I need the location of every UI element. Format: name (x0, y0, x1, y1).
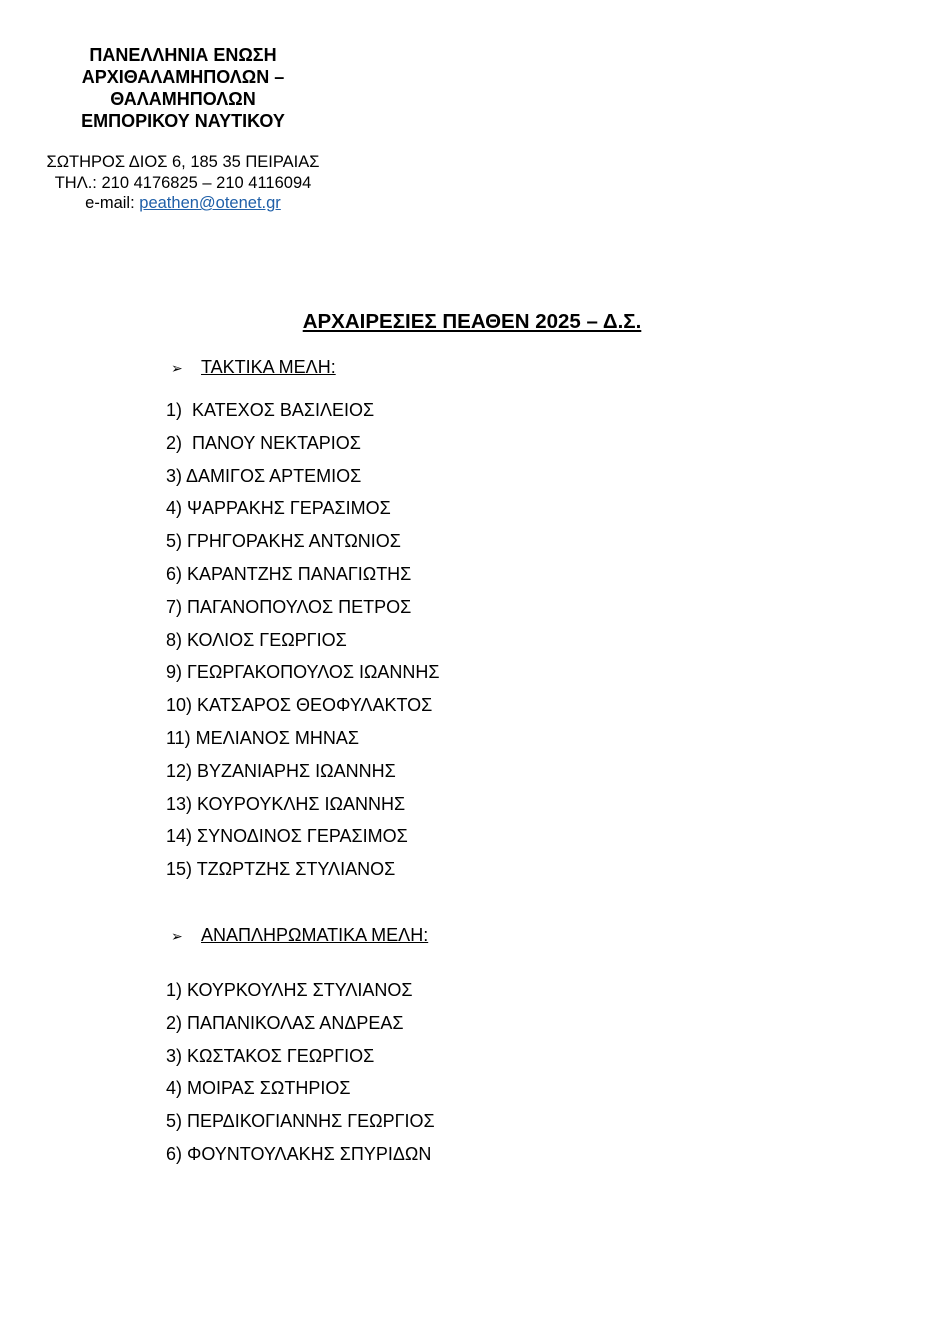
member-item: 12) ΒΥΖΑΝΙΑΡΗΣ ΙΩΑΝΝΗΣ (166, 760, 396, 781)
contact-info (28, 152, 338, 214)
alternate-members-list (166, 979, 435, 1176)
member-item: 13) ΚΟΥΡΟΥΚΛΗΣ ΙΩΑΝΝΗΣ (166, 793, 406, 814)
member-item: 1) ΚΟΥΡΚΟΥΛΗΣ ΣΤΥΛΙΑΝΟΣ (166, 980, 413, 1000)
member-item: 5) ΠΕΡΔΙΚΟΓΙΑΝΝΗΣ ΓΕΩΡΓΙΟΣ (166, 1111, 435, 1132)
member-item: 3) ΔΑΜΙΓΟΣ ΑΡΤΕΜΙΟΣ (166, 465, 362, 486)
member-item: 15) ΤΖΩΡΤΖΗΣ ΣΤΥΛΙΑΝΟΣ (166, 859, 396, 880)
member-item: 3) ΚΩΣΤΑΚΟΣ ΓΕΩΡΓΙΟΣ (166, 1045, 375, 1066)
arrow-bullet-icon: ➢ (171, 928, 183, 944)
email-line (28, 193, 338, 214)
member-item: 9) ΓΕΩΡΓΑΚΟΠΟΥΛΟΣ ΙΩΑΝΝΗΣ (166, 662, 440, 683)
member-item: 6) ΦΟΥΝΤΟΥΛΑΚΗΣ ΣΠΥΡΙΔΩΝ (166, 1143, 432, 1164)
arrow-bullet-icon: ➢ (171, 360, 183, 376)
organization-name-line: ΠΑΝΕΛΛΗΝΙΑ ΕΝΩΣΗ (89, 45, 277, 65)
phone: ΤΗΛ.: 210 4176825 – 210 4116094 (54, 173, 312, 192)
regular-members-label: ΤΑΚΤΙΚΑ ΜΕΛΗ: (201, 357, 336, 377)
member-item: 5) ΓΡΗΓΟΡΑΚΗΣ ΑΝΤΩΝΙΟΣ (166, 531, 401, 552)
address: ΣΩΤΗΡΟΣ ΔΙΟΣ 6, 185 35 ΠΕΙΡΑΙΑΣ (46, 153, 320, 171)
document-title: ΑΡΧΑΙΡΕΣΙΕΣ ΠΕΑΘΕΝ 2025 – Δ.Σ. (302, 310, 642, 333)
member-item: 2) ΠΑΠΑΝΙΚΟΛΑΣ ΑΝΔΡΕΑΣ (166, 1012, 404, 1033)
alternate-members-heading (171, 924, 428, 947)
member-item: 2) ΠΑΝΟΥ ΝΕΚΤΑΡΙΟΣ (166, 432, 361, 453)
member-item: 8) ΚΟΛΙΟΣ ΓΕΩΡΓΙΟΣ (166, 629, 347, 650)
organization-name (28, 44, 338, 132)
member-item: 10) ΚΑΤΣΑΡΟΣ ΘΕΟΦΥΛΑΚΤΟΣ (166, 695, 433, 716)
organization-name-line: ΑΡΧΙΘΑΛΑΜΗΠΟΛΩΝ – (81, 67, 285, 87)
member-item: 14) ΣΥΝΟΔΙΝΟΣ ΓΕΡΑΣΙΜΟΣ (166, 826, 408, 847)
member-item: 1) ΚΑΤΕΧΟΣ ΒΑΣΙΛΕΙΟΣ (166, 400, 375, 420)
alternate-members-label: ΑΝΑΠΛΗΡΩΜΑΤΙΚΑ ΜΕΛΗ: (201, 925, 429, 945)
organization-header (28, 44, 338, 214)
member-item: 4) ΜΟΙΡΑΣ ΣΩΤΗΡΙΟΣ (166, 1078, 351, 1099)
regular-members-list (166, 399, 440, 891)
regular-members-heading (171, 356, 336, 379)
organization-name-line: ΕΜΠΟΡΙΚΟΥ ΝΑΥΤΙΚΟΥ (81, 111, 285, 131)
organization-name-line: ΘΑΛΑΜΗΠΟΛΩΝ (110, 89, 256, 109)
member-item: 11) ΜΕΛΙΑΝΟΣ ΜΗΝΑΣ (166, 727, 359, 748)
email-link[interactable]: peathen@otenet.gr (139, 194, 281, 212)
email-label: e-mail: (85, 194, 135, 212)
member-item: 7) ΠΑΓΑΝΟΠΟΥΛΟΣ ΠΕΤΡΟΣ (166, 596, 412, 617)
member-item: 6) ΚΑΡΑΝΤΖΗΣ ΠΑΝΑΓΙΩΤΗΣ (166, 563, 412, 584)
member-item: 4) ΨΑΡΡΑΚΗΣ ΓΕΡΑΣΙΜΟΣ (166, 498, 391, 519)
